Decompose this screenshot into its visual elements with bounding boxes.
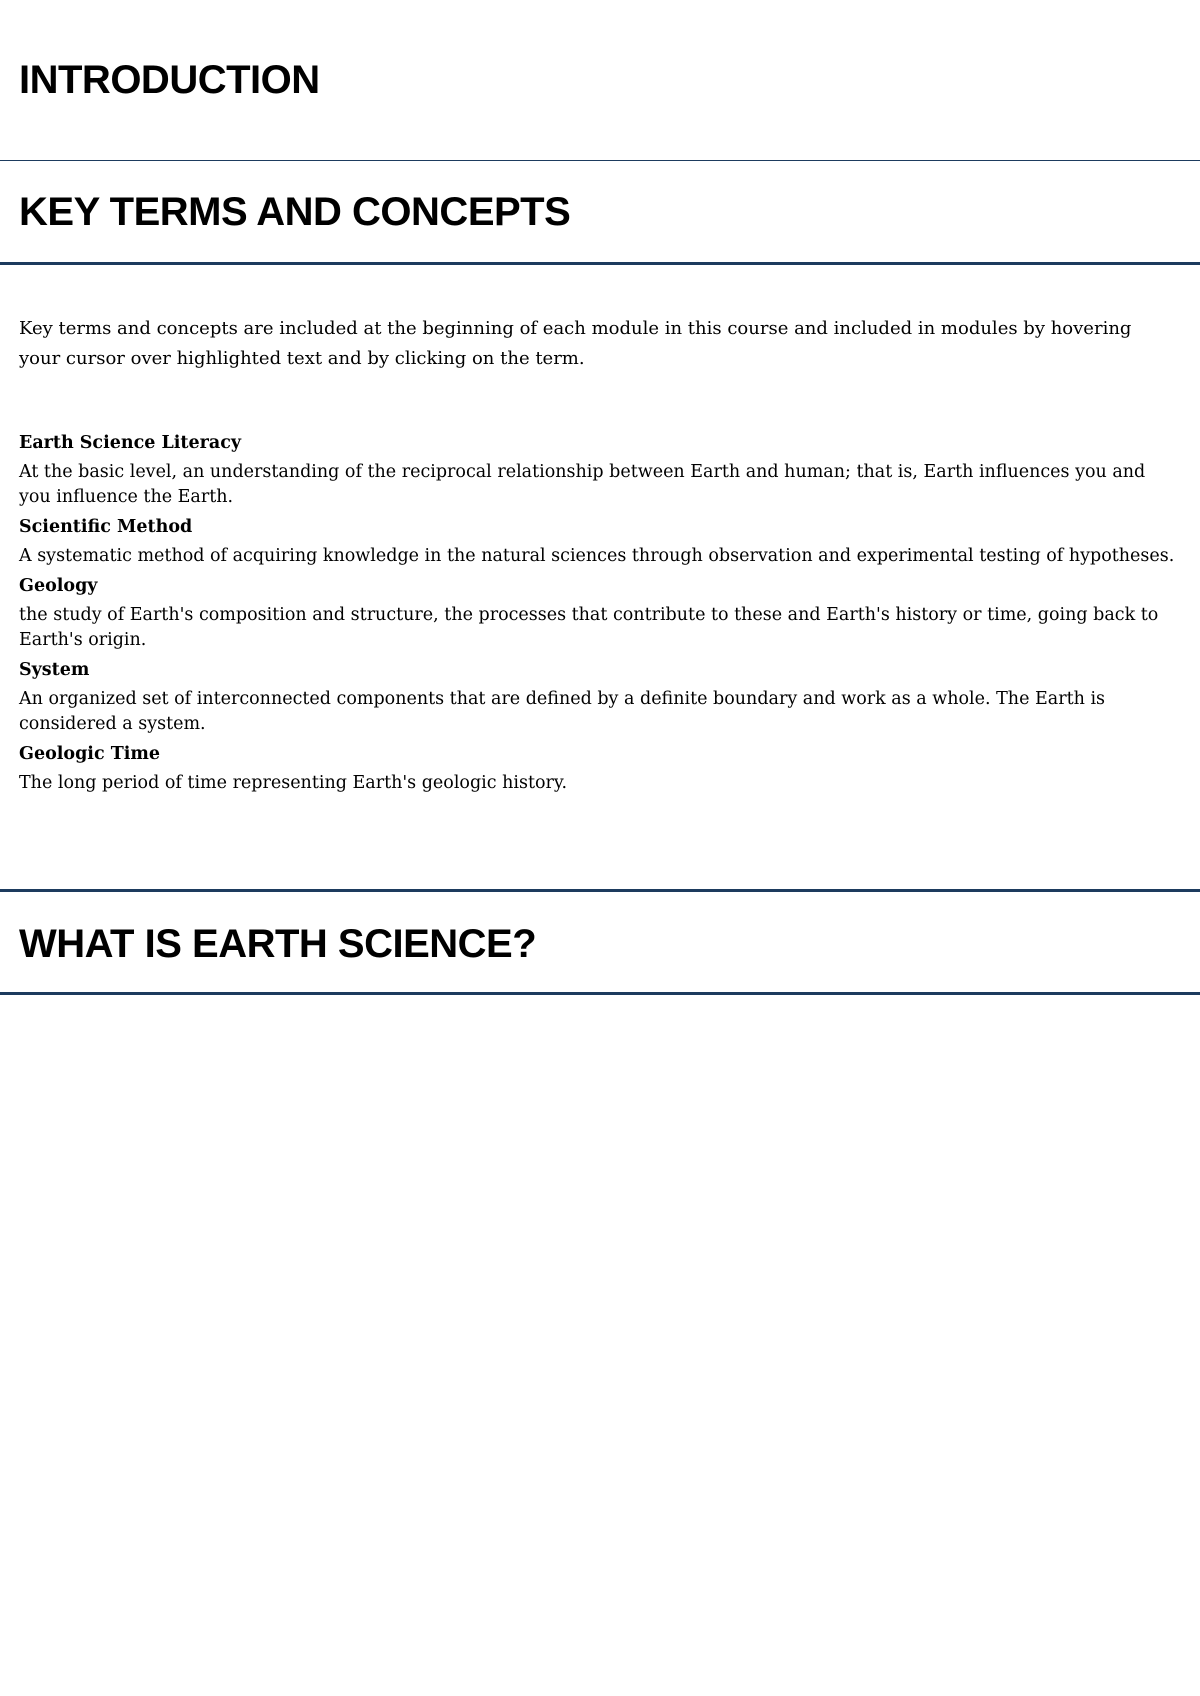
glossary-term[interactable]: Geology (19, 576, 98, 596)
section-title-what-is-earth-science: WHAT IS EARTH SCIENCE? (19, 922, 537, 966)
glossary-definition: At the basic level, an understanding of the reciprocal relationship between Earth and human; that is, Earth influences you and you influence the Earth. (19, 462, 1146, 507)
glossary-term[interactable]: Earth Science Literacy (19, 433, 242, 453)
glossary-definition: A systematic method of acquiring knowledge in the natural sciences through observation and experimental testing of hypotheses. (19, 546, 1175, 566)
glossary-term[interactable]: Scientific Method (19, 517, 193, 537)
key-terms-intro-paragraph: Key terms and concepts are included at the beginning of each module in this course and included in modules by hovering your cursor over highlighted text and by clicking on the term. (19, 318, 1132, 369)
glossary-term[interactable]: System (19, 660, 90, 680)
section-divider (0, 889, 1200, 892)
glossary-definition: An organized set of interconnected components that are defined by a definite boundary and work as a whole. The Earth is considered a system. (19, 689, 1106, 734)
section-title-key-terms: KEY TERMS AND CONCEPTS (19, 190, 571, 234)
glossary-definition: the study of Earth's composition and structure, the processes that contribute to these and Earth's history or time, going back to Earth's origin. (19, 605, 1159, 650)
section-divider (0, 160, 1200, 161)
section-divider (0, 262, 1200, 265)
key-terms-glossary (19, 428, 1179, 798)
section-divider (0, 992, 1200, 995)
glossary-term[interactable]: Geologic Time (19, 744, 161, 764)
glossary-definition: The long period of time representing Earth's geologic history. (19, 773, 568, 793)
section-title-introduction: INTRODUCTION (19, 58, 320, 102)
